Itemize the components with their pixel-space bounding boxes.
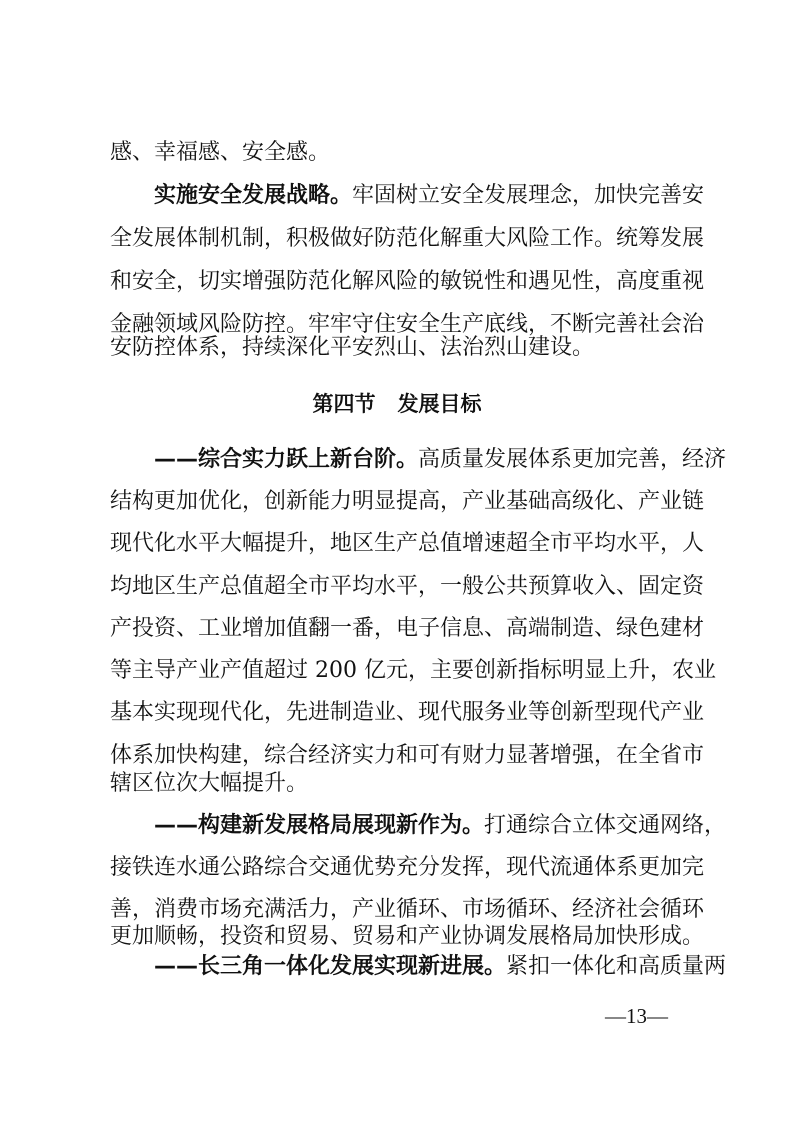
text-line: 体系加快构建，综合经济实力和可有财力显著增强，在全省市: [110, 743, 705, 768]
text-line: 现代化水平大幅提升，地区生产总值增速超全市平均水平，人: [110, 531, 705, 556]
paragraph-first-line: 实施安全发展战略。牢固树立安全发展理念，加快完善安: [154, 183, 705, 208]
paragraph-heading: ——构建新发展格局展现新作为。: [154, 813, 485, 838]
text-line: 结构更加优化，创新能力明显提高，产业基础高级化、产业链: [110, 489, 705, 514]
paragraph-heading: ——综合实力跃上新台阶。: [154, 447, 419, 472]
text-line: 等主导产业产值超过 200 亿元，主要创新指标明显上升，农业: [110, 658, 716, 683]
paragraph-first-line: ——构建新发展格局展现新作为。打通综合立体交通网络，: [154, 813, 727, 838]
text-line: 全发展体制机制，积极做好防范化解重大风险工作。统筹发展: [110, 226, 705, 251]
text-line: 和安全，切实增强防范化解风险的敏锐性和遇见性，高度重视: [110, 269, 705, 294]
text-line: 感、幸福感、安全感。: [110, 140, 331, 165]
paragraph-first-line: ——长三角一体化发展实现新进展。紧扣一体化和高质量两: [154, 954, 727, 979]
text-line: 安防控体系，持续深化平安烈山、法治烈山建设。: [110, 335, 595, 360]
text-line: 基本实现现代化，先进制造业、现代服务业等创新型现代产业: [110, 700, 705, 725]
paragraph-first-line: ——综合实力跃上新台阶。高质量发展体系更加完善，经济: [154, 447, 727, 472]
text-line: 均地区生产总值超全市平均水平，一般公共预算收入、固定资: [110, 574, 705, 599]
text-line: 接铁连水通公路综合交通优势充分发挥，现代流通体系更加完: [110, 855, 705, 880]
text-line: 金融领域风险防控。牢牢守住安全生产底线，不断完善社会治: [110, 312, 705, 337]
text-line: 辖区位次大幅提升。: [110, 771, 309, 796]
paragraph-heading: 实施安全发展战略。: [154, 183, 353, 208]
text-line: 产投资、工业增加值翻一番，电子信息、高端制造、绿色建材: [110, 616, 705, 641]
section-heading: 第四节 发展目标: [312, 392, 482, 416]
paragraph-heading: ——长三角一体化发展实现新进展。: [154, 954, 507, 979]
page-number: —13—: [605, 1004, 668, 1028]
text-line: 善，消费市场充满活力，产业循环、市场循环、经济社会循环: [110, 897, 705, 922]
text-line: 更加顺畅，投资和贸易、贸易和产业协调发展格局加快形成。: [110, 924, 705, 949]
